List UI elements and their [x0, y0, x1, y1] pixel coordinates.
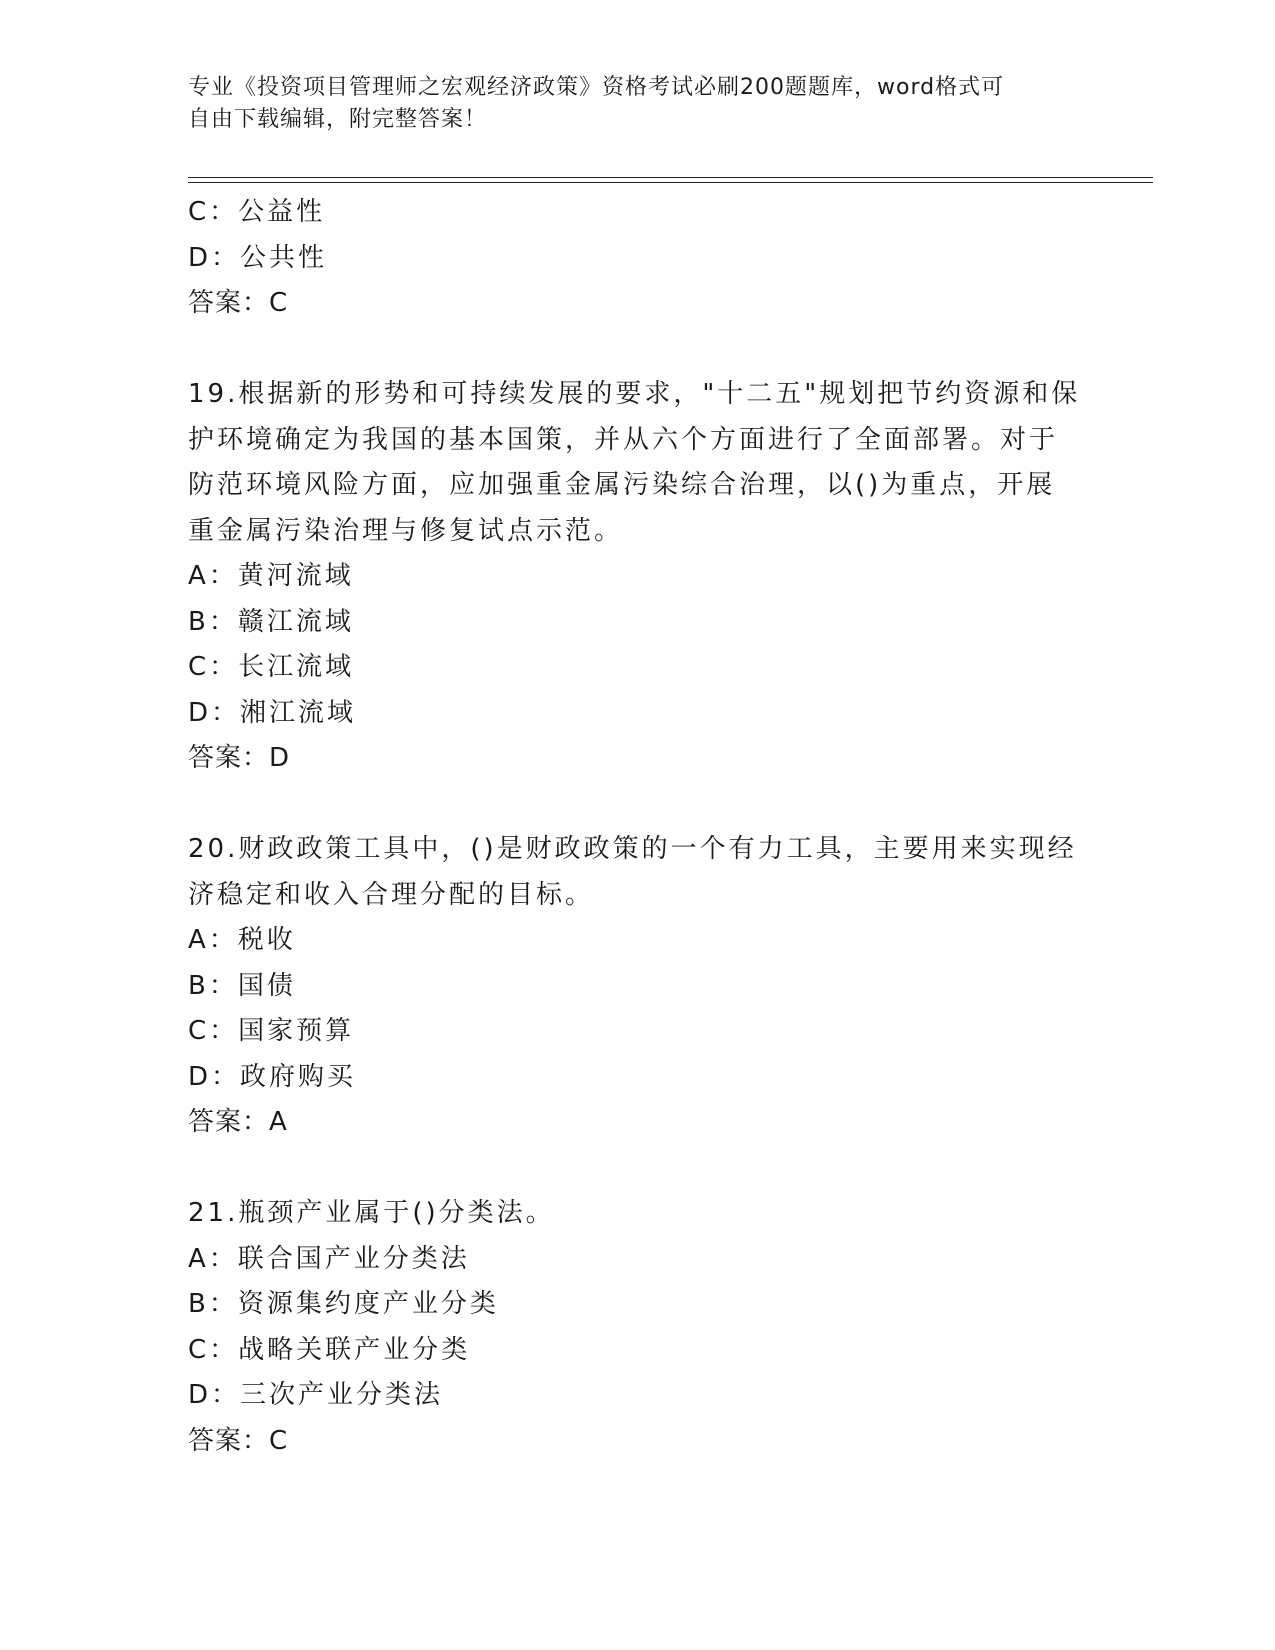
option-d: D：政府购买 [188, 1061, 357, 1092]
spacer [188, 1146, 1088, 1192]
answer-line: 答案：D [188, 743, 291, 773]
question-content [188, 190, 1088, 1464]
option-d: D：湘江流域 [188, 697, 357, 728]
option-c: C：公益性 [188, 197, 326, 227]
option-a: A：黄河流域 [188, 561, 354, 591]
spacer [188, 782, 1088, 828]
option-c: C：战略关联产业分类 [188, 1334, 471, 1365]
question-text-line: 重金属污染治理与修复试点示范。 [188, 515, 624, 546]
document-header [188, 72, 1088, 136]
option-b: B：国债 [188, 970, 296, 1001]
answer-line: 答案：C [188, 288, 289, 318]
spacer [188, 327, 1088, 373]
question-text-line: 19.根据新的形势和可持续发展的要求，"十二五"规划把节约资源和保 [188, 379, 1081, 409]
question-text-line: 济稳定和收入合理分配的目标。 [188, 879, 595, 910]
header-rule-top [188, 177, 1153, 178]
question-21 [188, 1191, 1088, 1464]
question-text-line: 21.瓶颈产业属于()分类法。 [188, 1198, 555, 1228]
option-d: D：三次产业分类法 [188, 1380, 444, 1410]
question-text-line: 20.财政政策工具中，()是财政政策的一个有力工具，主要用来实现经 [188, 834, 1077, 864]
option-c: C：长江流域 [188, 652, 355, 682]
header-rule-bottom [188, 182, 1153, 183]
question-19 [188, 372, 1088, 782]
header-line-2: 自由下载编辑，附完整答案！ [188, 107, 488, 132]
option-d: D：公共性 [188, 242, 328, 273]
question-text-line: 护环境确定为我国的基本国策，并从六个方面进行了全面部署。对于 [188, 424, 1059, 455]
question-text-line: 防范环境风险方面，应加强重金属污染综合治理，以()为重点，开展 [188, 470, 1056, 500]
option-b: B：资源集约度产业分类 [188, 1289, 499, 1319]
option-a: A：联合国产业分类法 [188, 1243, 470, 1274]
option-b: B：赣江流域 [188, 606, 354, 637]
option-a: A：税收 [188, 925, 296, 955]
question-20 [188, 827, 1088, 1146]
answer-line: 答案：A [188, 1107, 288, 1137]
header-line-1: 专业《投资项目管理师之宏观经济政策》资格考试必刷200题题库，word格式可 [188, 75, 1005, 100]
option-c: C：国家预算 [188, 1016, 355, 1046]
answer-line: 答案：C [188, 1425, 289, 1456]
question-18-fragment [188, 190, 1088, 327]
